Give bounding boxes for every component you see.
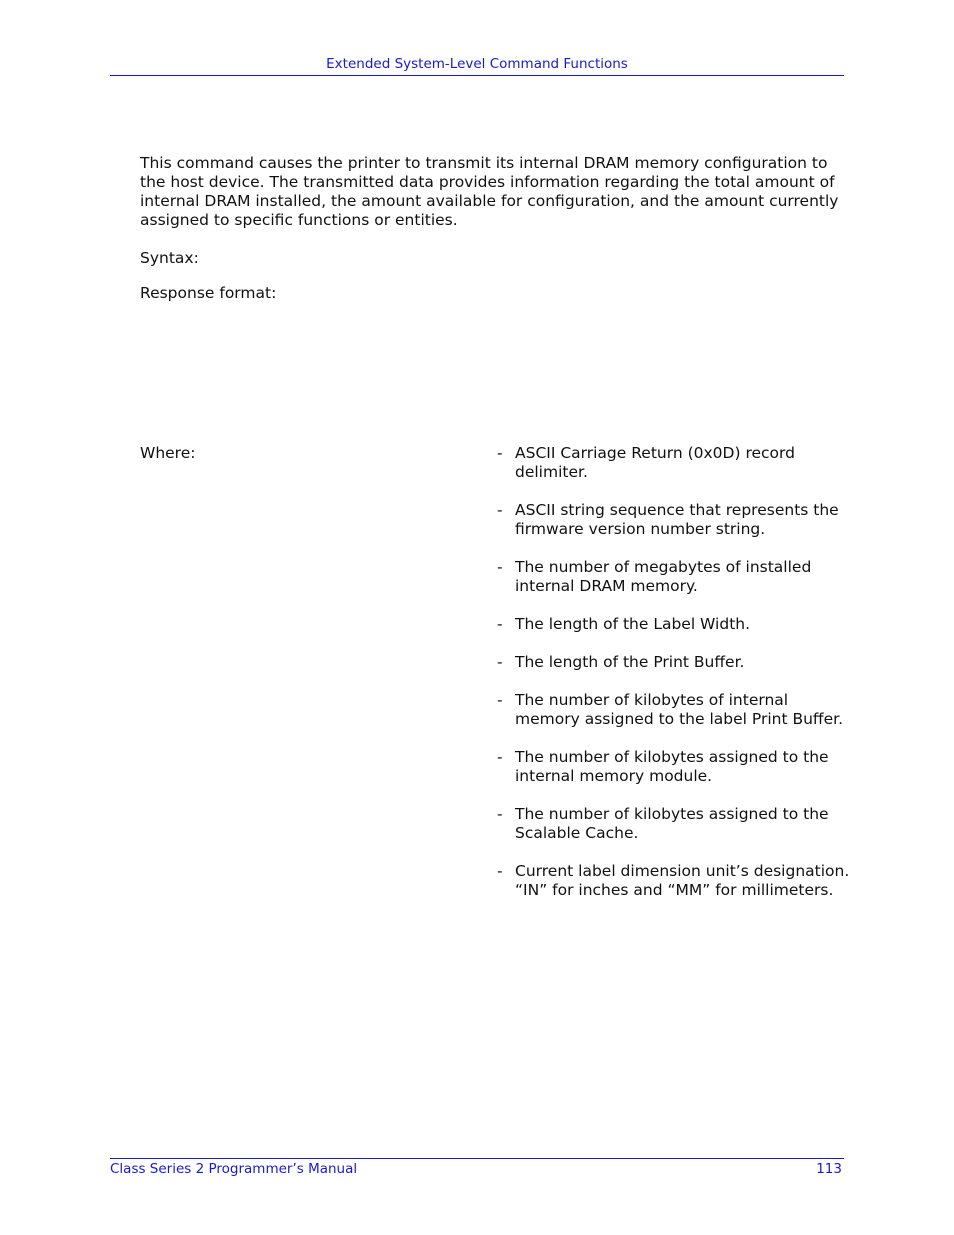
definition-text: The number of megabytes of installed internal DRAM memory. (515, 558, 812, 595)
definition-item (497, 805, 857, 843)
footer-rule (110, 1158, 844, 1159)
definition-text: The number of kilobytes assigned to the Scalable Cache. (515, 805, 829, 842)
bullet-dash: - (497, 805, 503, 823)
bullet-dash: - (497, 691, 503, 709)
definition-item (497, 444, 857, 482)
bullet-dash: - (497, 748, 503, 766)
page-number: 113 (816, 1161, 842, 1177)
definition-item (497, 501, 857, 539)
definition-text: The number of kilobytes of internal memory assigned to the label Print Buffer. (515, 691, 844, 728)
definition-item (497, 862, 857, 900)
response-format-label: Response format: (140, 284, 277, 302)
bullet-dash: - (497, 444, 503, 462)
bullet-dash: - (497, 558, 503, 576)
header-rule (110, 75, 844, 76)
bullet-dash: - (497, 615, 503, 633)
definition-item (497, 748, 857, 786)
definition-text: The number of kilobytes assigned to the internal memory module. (515, 748, 829, 785)
syntax-label: Syntax: (140, 249, 199, 267)
definition-item (497, 615, 857, 634)
definition-list (497, 444, 857, 919)
definition-text: ASCII Carriage Return (0x0D) record delimiter. (515, 444, 795, 481)
bullet-dash: - (497, 501, 503, 519)
where-label: Where: (140, 444, 196, 462)
definition-item (497, 558, 857, 596)
running-header: Extended System-Level Command Functions (326, 56, 628, 72)
footer-manual-title: Class Series 2 Programmer’s Manual (110, 1161, 358, 1177)
intro-paragraph: This command causes the printer to transmit its internal DRAM memory configuration to the host device. The transmitted data provides information regarding the total amount of internal DRAM installed, the amount available for configuration, and the amount currently assigned to specific functions or entities. (140, 154, 839, 229)
definition-text: ASCII string sequence that represents the firmware version number string. (515, 501, 839, 538)
definition-text: Current label dimension unit’s designation. “IN” for inches and “MM” for millimeters. (515, 862, 850, 899)
definition-item (497, 653, 857, 672)
definition-text: The length of the Label Width. (515, 615, 751, 633)
definition-item (497, 691, 857, 729)
bullet-dash: - (497, 862, 503, 880)
definition-text: The length of the Print Buffer. (515, 653, 745, 671)
bullet-dash: - (497, 653, 503, 671)
